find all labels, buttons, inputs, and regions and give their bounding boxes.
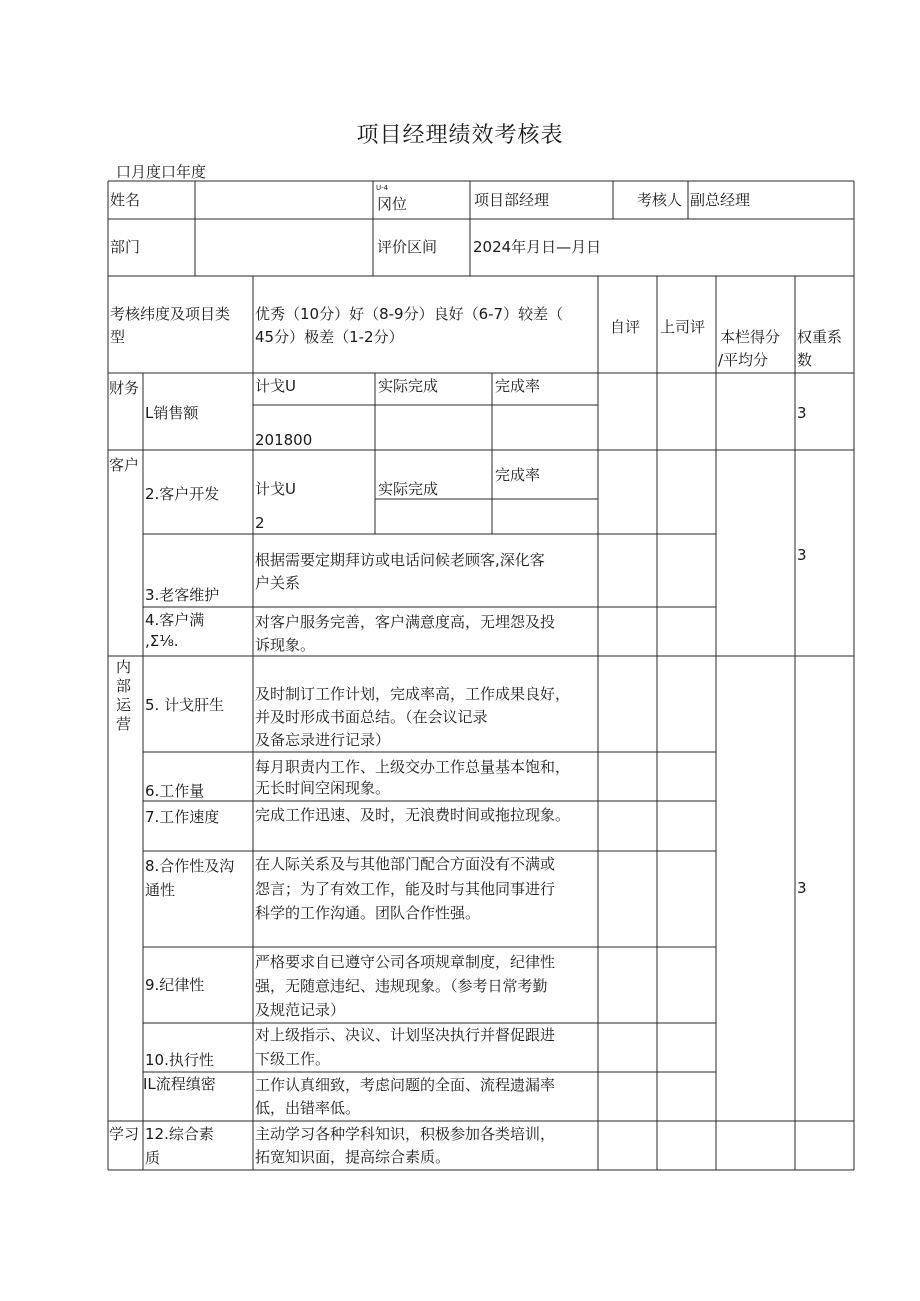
discipline-desc-line2: 强，无随意违纪、违规现象。（参考日常考勤 (255, 977, 548, 995)
item-cooperation-line2: 通性 (145, 881, 176, 899)
weight-header-line2: 数 (797, 351, 813, 369)
item-customer-development: 2.客户开发 (145, 485, 220, 503)
quality-desc-line2: 拓宽知识面，提高综合素质。 (255, 1148, 451, 1166)
item-discipline: 9.纪律性 (145, 976, 205, 994)
discipline-desc-line3: 及规范记录） (255, 1001, 346, 1019)
section-customer: 客户 (109, 456, 140, 474)
cooperation-desc-line3: 科学的工作沟通。团队合作性强。 (255, 904, 481, 922)
execution-desc-line2: 下级工作。 (255, 1050, 331, 1068)
post-value[interactable]: 项目部经理 (474, 191, 550, 209)
scale-header-line2: 45分）极差（1-2分） (255, 328, 404, 346)
item-execution: 10.执行性 (145, 1051, 214, 1069)
workload-desc-line1: 每月职责内工作、上级交办工作总量基本饱和， (255, 758, 571, 776)
sales-plan-label: 计戈U (255, 377, 296, 395)
scale-header-line1: 优秀（10分）好（8-9分）良好（6-7）较差（ (255, 305, 564, 323)
custdev-actual-label: 实际完成 (378, 480, 439, 498)
score-header-line1: 本栏得分 (720, 328, 781, 346)
custdev-plan-label: 计戈U (255, 480, 296, 498)
item-sales: L销售额 (145, 404, 199, 422)
meticulous-desc-line2: 低，出错率低。 (255, 1099, 361, 1117)
custdev-plan-value[interactable]: 2 (255, 514, 265, 532)
customer-weight: 3 (797, 546, 807, 564)
speed-desc-line1: 完成工作迅速、及时，无浪费时间或拖拉现象。 (255, 806, 571, 824)
cooperation-desc-line2: 怨言；为了有效工作，能及时与其他同事进行 (255, 880, 556, 898)
workload-desc-line2: 无长时间空闲现象。 (255, 779, 391, 797)
weight-header-line1: 权重系 (797, 328, 843, 346)
form-title: 项目经理绩效考核表 (356, 123, 564, 148)
satisfaction-desc-line2: 诉现象。 (255, 636, 316, 654)
section-internal-operations: 内部运营 (116, 658, 132, 733)
assessor-value[interactable]: 副总经理 (690, 191, 751, 209)
item-speed: 7.工作速度 (145, 808, 220, 826)
period-selector[interactable]: 口月度口年度 (116, 163, 207, 181)
interval-label: 评价区间 (377, 238, 438, 256)
sales-weight: 3 (797, 404, 807, 422)
item-workload: 6.工作量 (145, 782, 205, 800)
discipline-desc-line1: 严格要求自已遵守公司各项规章制度，纪律性 (255, 953, 556, 971)
planning-desc-line3: 及备忘录进行记录） (255, 731, 391, 749)
item-meticulous: IL流程缜密 (143, 1075, 216, 1093)
assessor-label: 考核人 (637, 191, 683, 209)
item-satisfaction-line1: 4.客户满 (145, 611, 205, 629)
post-superscript: U-4 (376, 184, 389, 192)
satisfaction-desc-line1: 对客户服务完善，客户满意度高，无埋怨及投 (255, 613, 556, 631)
internal-weight: 3 (797, 879, 807, 897)
score-header-line2: /平均分 (718, 351, 769, 369)
interval-value[interactable]: 2024年月日—月日 (473, 238, 602, 256)
item-old-customer: 3.老客维护 (145, 586, 220, 604)
cooperation-desc-line1: 在人际关系及与其他部门配合方面没有不满或 (255, 855, 556, 873)
sales-plan-value[interactable]: 201800 (255, 431, 313, 449)
old-customer-desc-line1: 根据需要定期拜访或电话问候老顾客,深化客 (255, 551, 545, 569)
dept-label: 部门 (110, 238, 141, 256)
dimension-header-line2: 型 (110, 328, 126, 346)
name-label: 姓名 (110, 191, 141, 209)
quality-desc-line1: 主动学习各种学科知识，积极参加各类培训， (255, 1125, 556, 1143)
item-quality-line1: 12.综合素 (145, 1125, 214, 1143)
section-finance: 财务 (109, 379, 140, 397)
item-cooperation-line1: 8.合作性及沟 (145, 857, 235, 875)
self-eval-header: 自评 (610, 318, 641, 336)
custdev-rate-label: 完成率 (495, 466, 541, 484)
item-satisfaction-line2: ,Σ⅛. (145, 632, 179, 650)
sales-rate-label: 完成率 (495, 377, 541, 395)
planning-desc-line1: 及时制订工作计划，完成率高，工作成果良好， (255, 685, 571, 703)
post-label: 冈位 (377, 195, 408, 213)
superior-eval-header: 上司评 (660, 318, 706, 336)
item-quality-line2: 质 (145, 1149, 161, 1167)
planning-desc-line2: 并及时形成书面总结。（在会议记录 (255, 708, 488, 726)
item-planning: 5. 计戈肝生 (145, 696, 225, 714)
meticulous-desc-line1: 工作认真细致，考虑问题的全面、流程遗漏率 (255, 1076, 556, 1094)
sales-actual-label: 实际完成 (378, 377, 439, 395)
section-learning: 学习 (109, 1125, 140, 1143)
execution-desc-line1: 对上级指示、决议、计划坚决执行并督促跟进 (255, 1026, 556, 1044)
dimension-header-line1: 考核纬度及项目类 (110, 305, 231, 323)
old-customer-desc-line2: 户关系 (255, 574, 301, 592)
